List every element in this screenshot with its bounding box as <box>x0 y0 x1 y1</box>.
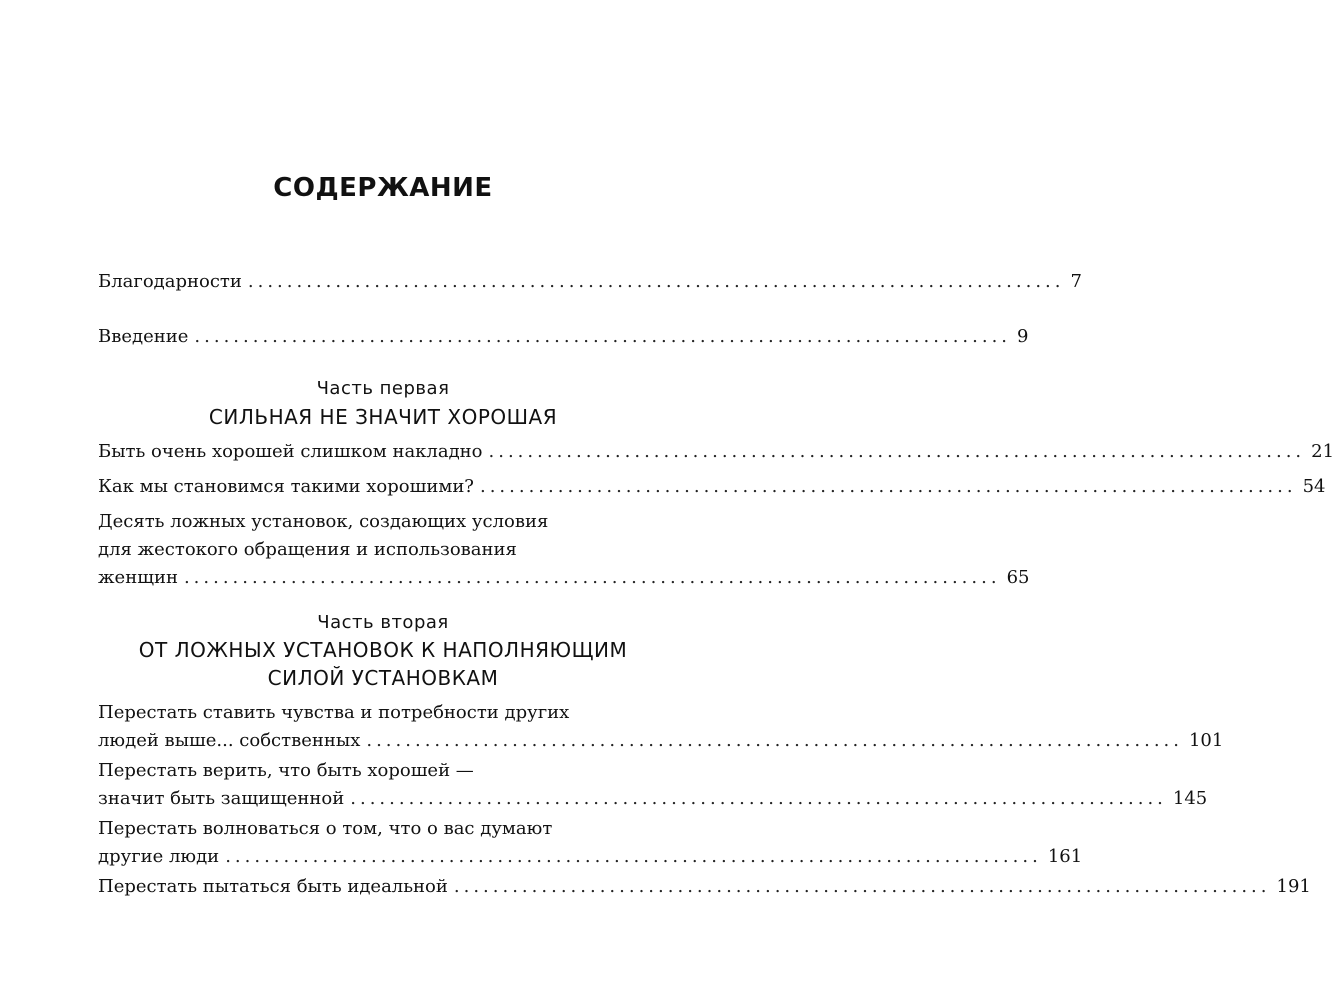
toc-page-number: 145 <box>1172 788 1208 809</box>
toc-entry-label: Перестать верить, что быть хорошей — <box>98 760 474 781</box>
dot-leader: .................................................................................... <box>366 730 1183 751</box>
toc-page-number: 7 <box>1070 271 1082 292</box>
toc-entry[interactable] <box>98 438 1334 466</box>
toc-page-number: 191 <box>1276 876 1311 897</box>
part-title-line: СИЛЬНАЯ НЕ ЗНАЧИТ ХОРОШАЯ <box>208 405 558 429</box>
toc-entry-label: значит быть защищенной <box>98 788 345 809</box>
toc-entry-label: Перестать ставить чувства и потребности других <box>98 702 570 723</box>
part-title <box>0 636 766 692</box>
toc-entry-label: Благодарности <box>98 271 242 292</box>
toc-page-number: 65 <box>1006 567 1030 588</box>
part-title-line: ОТ ЛОЖНЫХ УСТАНОВОК К НАПОЛНЯЮЩИМ <box>138 638 628 662</box>
part-label: Часть первая <box>316 378 450 399</box>
toc-page-number: 161 <box>1047 846 1083 867</box>
toc-entry[interactable] <box>98 873 1311 901</box>
page-title: СОДЕРЖАНИЕ <box>273 173 493 203</box>
toc-entry-label: Десять ложных установок, создающих условия <box>98 511 549 532</box>
dot-leader: .................................................................................... <box>453 876 1271 897</box>
toc-entry-label: людей выше... собственных <box>98 730 361 751</box>
dot-leader: .................................................................................... <box>183 567 1001 588</box>
toc-entry-label: Как мы становимся такими хорошими? <box>98 476 474 497</box>
part-title <box>0 403 766 431</box>
toc-entry[interactable] <box>98 757 1208 813</box>
dot-leader: .................................................................................... <box>225 846 1042 867</box>
toc-entry[interactable] <box>98 699 1224 755</box>
toc-page-number: 54 <box>1302 476 1326 497</box>
toc-entry[interactable] <box>98 473 1326 501</box>
toc-entry[interactable] <box>98 508 1030 592</box>
toc-page-number: 21 <box>1311 441 1334 462</box>
dot-leader: .................................................................................... <box>194 326 1012 347</box>
toc-page-number: 9 <box>1017 326 1029 347</box>
toc-entry-label: женщин <box>98 567 178 588</box>
toc-entry-introduction[interactable] <box>98 323 1029 351</box>
dot-leader: .................................................................................... <box>247 271 1065 292</box>
part-label: Часть вторая <box>317 612 449 633</box>
toc-entry-label: Быть очень хорошей слишком накладно <box>98 441 483 462</box>
toc-entry-label: Перестать волноваться о том, что о вас думают <box>98 818 553 839</box>
dot-leader: .................................................................................... <box>350 788 1167 809</box>
toc-entry-label: для жестокого обращения и использования <box>98 539 517 560</box>
toc-entry-label: другие люди <box>98 846 220 867</box>
toc-entry-label: Перестать пытаться быть идеальной <box>98 876 448 897</box>
toc-entry-label: Введение <box>98 326 189 347</box>
toc-page-number: 101 <box>1188 730 1224 751</box>
toc-entry[interactable] <box>98 815 1083 871</box>
part-title-line: СИЛОЙ УСТАНОВКАМ <box>267 666 499 690</box>
dot-leader: .................................................................................... <box>488 441 1306 462</box>
toc-entry-acknowledgements[interactable] <box>98 268 1082 296</box>
dot-leader: .................................................................................... <box>479 476 1297 497</box>
